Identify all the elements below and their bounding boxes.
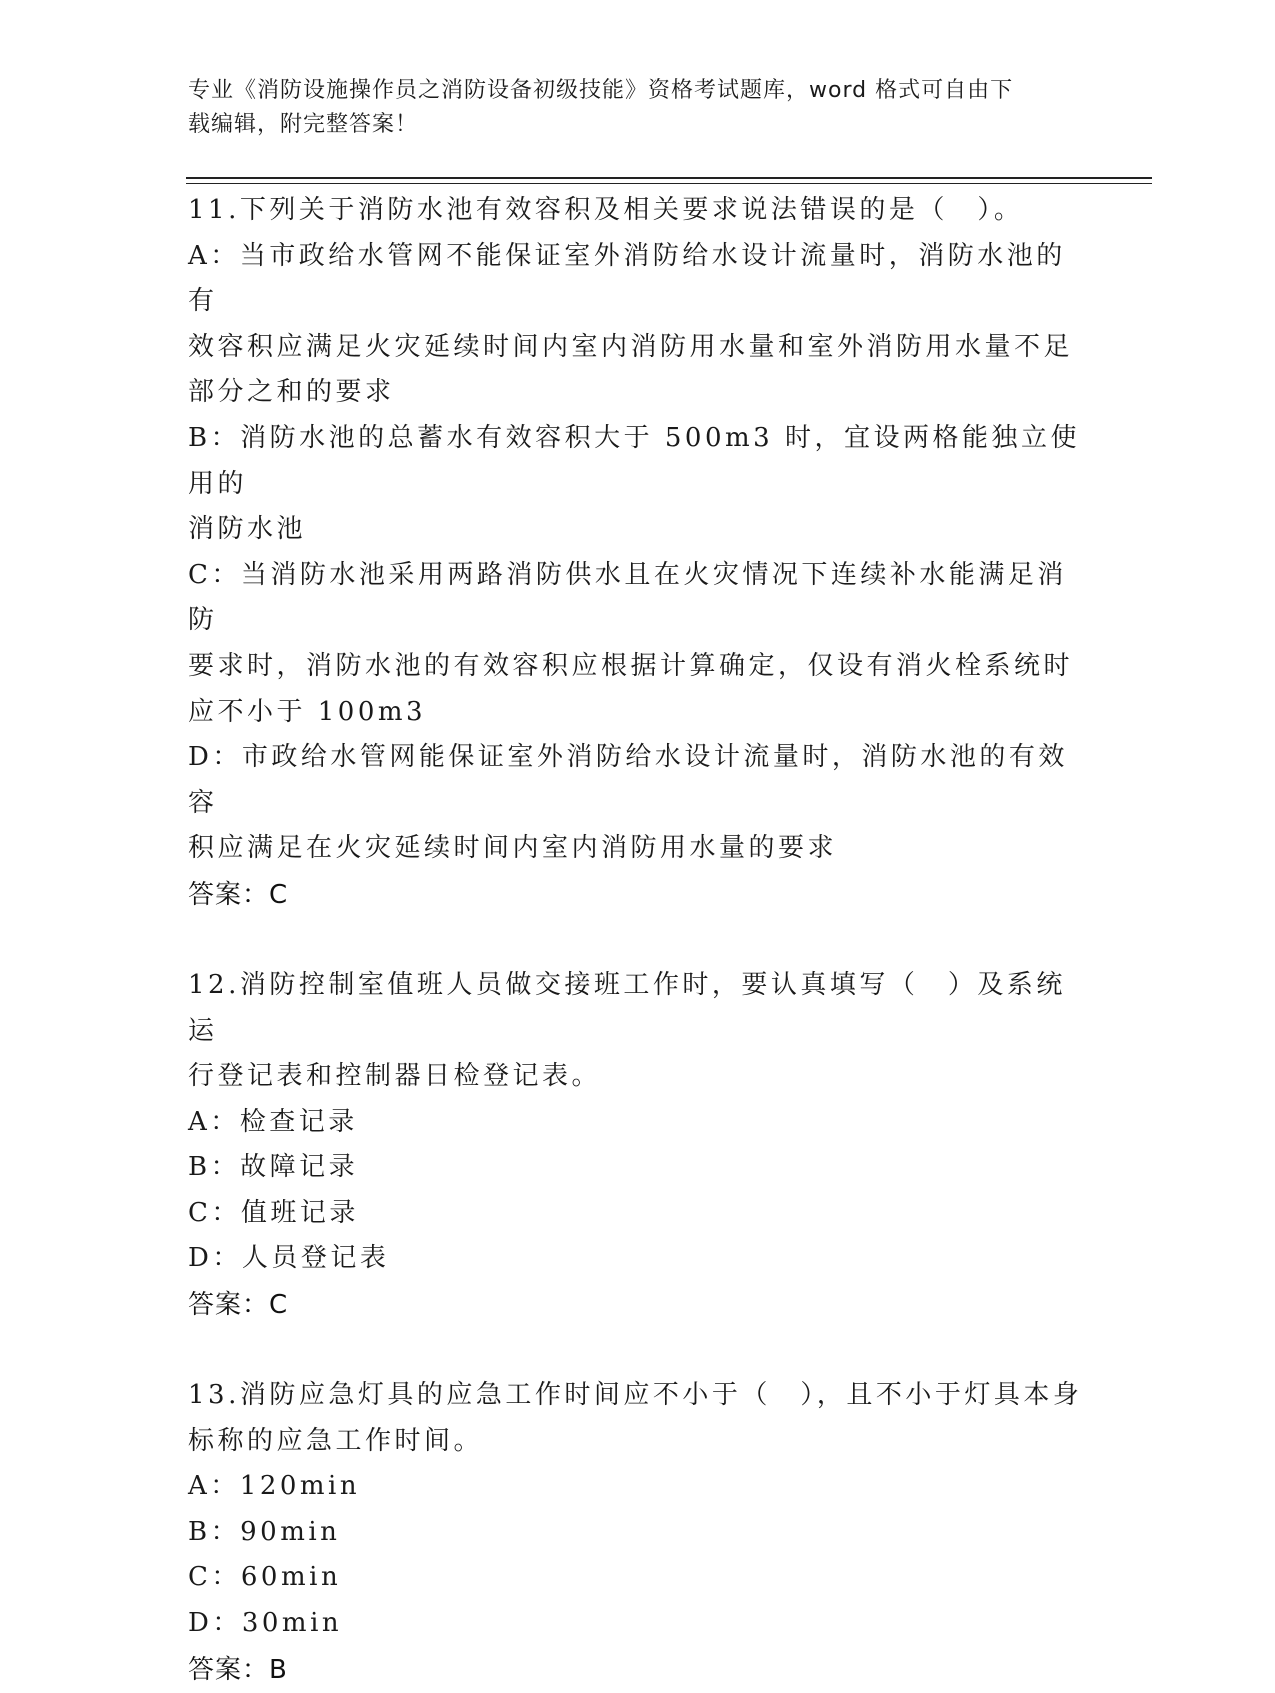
answer-label: 答案：C (188, 1290, 289, 1321)
question-stem-line: 11.下列关于消防水池有效容积及相关要求说法错误的是（ ）。 (188, 195, 1024, 225)
question-stem-line: 行登记表和控制器日检登记表。 (188, 1061, 602, 1092)
document-header (188, 74, 1068, 142)
option-d: D：人员登记表 (188, 1243, 390, 1274)
option-c: C：60min (188, 1562, 342, 1593)
option-line: 部分之和的要求 (188, 377, 395, 408)
question-stem-line: 标称的应急工作时间。 (188, 1425, 484, 1456)
option-d (188, 735, 1088, 872)
question-stem-line: 12.消防控制室值班人员做交接班工作时，要认真填写（ ）及系统运 (188, 969, 1066, 1046)
answer-label: 答案：B (188, 1654, 288, 1685)
option-a: A：120min (188, 1471, 361, 1502)
option-line: C：当消防水池采用两路消防供水且在火灾情况下连续补水能满足消防 (188, 559, 1067, 636)
option-a: A：检查记录 (188, 1106, 358, 1137)
option-a (188, 234, 1088, 416)
header-divider-thin (186, 183, 1152, 184)
question-11 (188, 188, 1088, 918)
header-line-2: 载编辑，附完整答案！ (188, 112, 419, 137)
option-d: D：30min (188, 1608, 343, 1639)
header-divider-thick (186, 177, 1152, 179)
option-line: 应不小于 100m3 (188, 696, 427, 727)
option-b: B：故障记录 (188, 1152, 359, 1183)
option-line: 积应满足在火灾延续时间内室内消防用水量的要求 (188, 833, 838, 864)
option-b: B：90min (188, 1516, 341, 1547)
option-line: 效容积应满足火灾延续时间内室内消防用水量和室外消防用水量不足 (188, 331, 1074, 362)
option-c (188, 553, 1088, 735)
option-b (188, 416, 1088, 553)
question-12 (188, 963, 1088, 1328)
question-13 (188, 1373, 1088, 1693)
option-line: D：市政给水管网能保证室外消防给水设计流量时，消防水池的有效容 (188, 742, 1068, 818)
answer-label: 答案：C (188, 879, 289, 910)
question-list (188, 188, 1088, 1693)
option-c: C：值班记录 (188, 1197, 359, 1228)
option-line: 消防水池 (188, 514, 307, 545)
option-line: A：当市政给水管网不能保证室外消防给水设计流量时，消防水池的有 (188, 240, 1066, 317)
header-line-1: 专业《消防设施操作员之消防设备初级技能》资格考试题库，word 格式可自由下 (188, 78, 1014, 103)
option-line: B：消防水池的总蓄水有效容积大于 500m3 时，宜设两格能独立使用的 (188, 422, 1080, 499)
question-stem-line: 13.消防应急灯具的应急工作时间应不小于（ ），且不小于灯具本身 (188, 1380, 1083, 1411)
option-line: 要求时，消防水池的有效容积应根据计算确定，仅设有消火栓系统时 (188, 650, 1074, 681)
